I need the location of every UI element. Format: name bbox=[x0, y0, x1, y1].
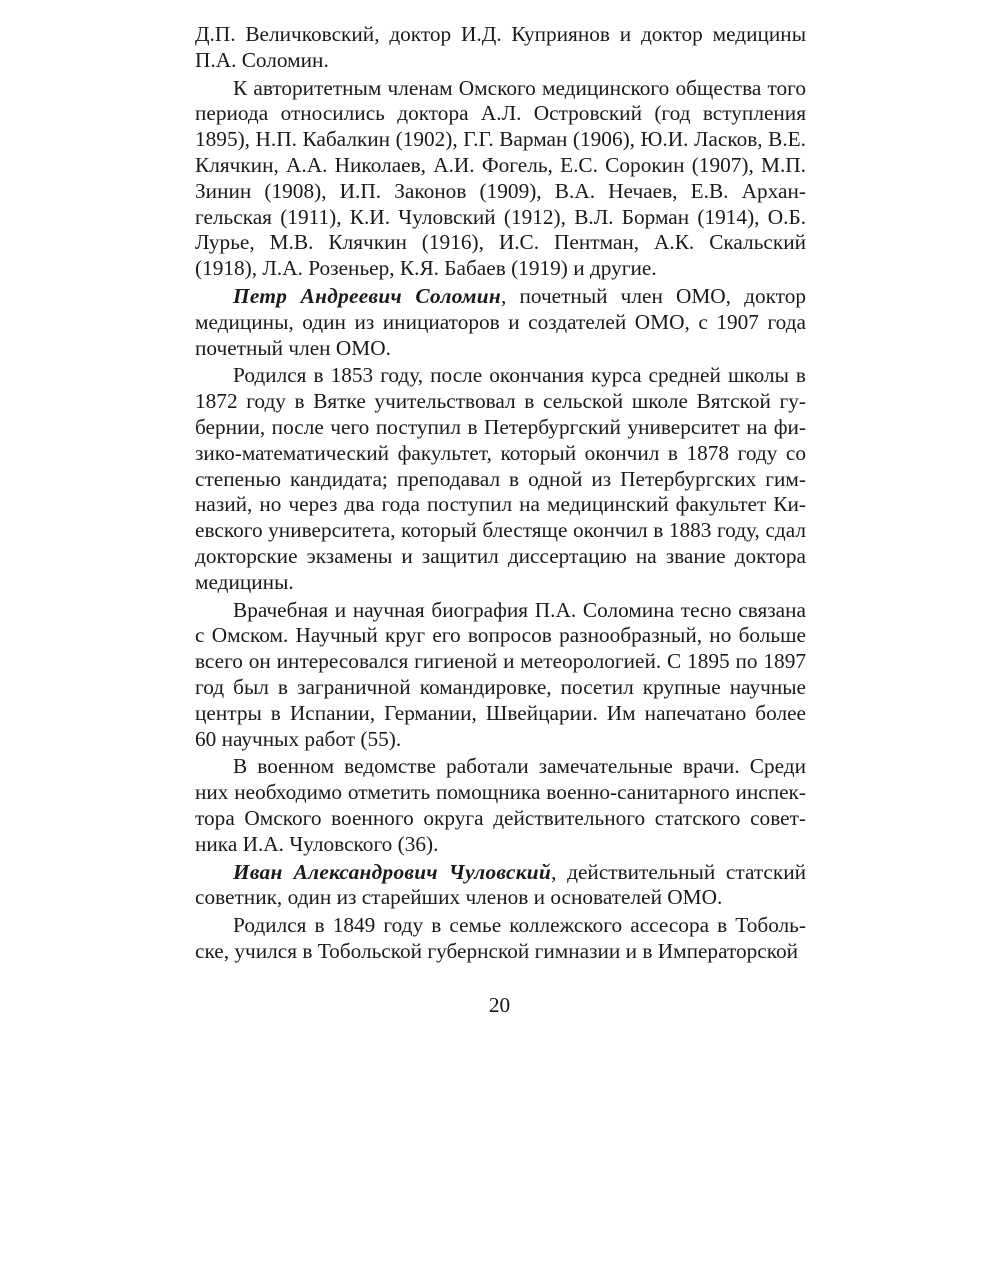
paragraph-chulovsky-biography: Родился в 1849 году в семье коллежского ассесора в Тобольске, учился в Тобольской губернской гимназии и в Императорской bbox=[195, 913, 806, 963]
person-name-solomin: Петр Андреевич Соломин bbox=[233, 283, 501, 308]
paragraph-solomin-science: Врачебная и научная биография П.А. Соломина тесно связана с Омском. Научный круг его вопросов разнообразный, но больше всего он интересовался гигиеной и метеорологией. С 1895 по 1897 год был в заграничной командировке, посетил крупные научные центры в Испании, Германии, Швейцарии. Им напечатано более 60 научных работ (55). bbox=[195, 597, 806, 751]
paragraph-society-members: К авторитетным членам Омского медицинского общества того периода относились доктора А.Л. Островский (год вступления 1895), Н.П. Кабалкин (1902), Г.Г. Варман (1906), Ю.И. Ласков, В.Е. Клячкин, А.А. Николаев, А.И. Фогель, Е.С. Сорокин (1907), М.П. Зинин (1908), И.П. Законов (1909), В.А. Нечаев, Е.В. Архангельская (1911), К.И. Чуловский (1912), В.Л. Борман (1914), О.Б. Лурье, М.В. Клячкин (1916), И.С. Пентман, А.К. Скальский (1918), Л.А. Розеньер, К.Я. Бабаев (1919) и другие. bbox=[195, 75, 806, 281]
paragraph-continuation: Д.П. Величковский, доктор И.Д. Куприянов и доктор медицины П.А. Соломин. bbox=[195, 22, 806, 72]
paragraph-chulovsky-intro-text: , действительный статский советник, один из старейших членов и основателей ОМО. bbox=[195, 859, 807, 910]
page-body bbox=[195, 22, 806, 967]
paragraph-military-doctors: В военном ведомстве работали замечательные врачи. Среди них необходимо отметить помощника военно-санитарного инспектора Омского военного округа действительного статского советника И.А. Чуловского (36). bbox=[195, 754, 806, 856]
person-name-chulovsky: Иван Александрович Чуловский bbox=[233, 859, 552, 884]
paragraph-solomin-biography: Родился в 1853 году, после окончания курса средней школы в 1872 году в Вятке учительствовал в сельской школе Вятской губернии, после чего поступил в Петербургский университет на физико-математический факультет, который окончил в 1878 году со степенью кандидата; преподавал в одной из Петербургских гимназий, но через два года поступил на медицинский факультет Киевского университета, который блестяще окончил в 1883 году, сдал докторские экзамены и защитил диссертацию на звание доктора медицины. bbox=[195, 363, 806, 594]
paragraph-solomin-intro-text: , почетный член ОМО, доктор медицины, один из инициаторов и создателей ОМО, с 1907 года почетный член ОМО. bbox=[195, 283, 806, 360]
paragraph-chulovsky-intro bbox=[195, 860, 806, 912]
page-number: 20 bbox=[488, 993, 511, 1017]
paragraph-solomin-intro bbox=[195, 284, 806, 361]
